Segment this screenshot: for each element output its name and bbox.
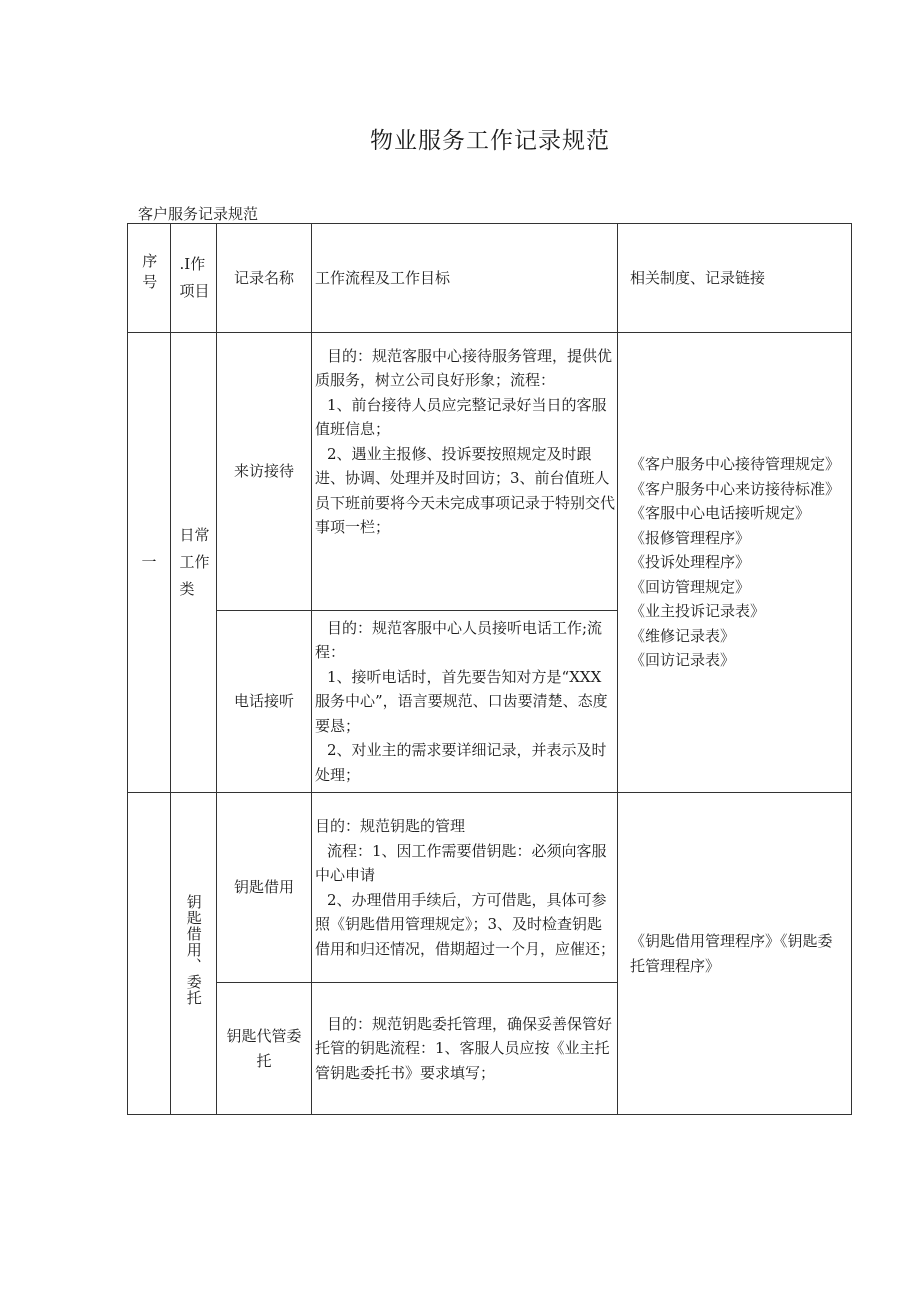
flow-cell: 目的：规范客服中心人员接听电话工作;流程： 1、接听电话时，首先要告知对方是“XXX服务中心”，语言要规范、口齿要清楚、态度要恳； 2、对业主的需求要详细记录，并表示及时处理； <box>312 611 618 793</box>
header-flow: 工作流程及工作目标 <box>312 224 618 333</box>
flow-cell: 目的：规范客服中心接待服务管理，提供优质服务，树立公司良好形象；流程： 1、前台接待人员应完整记录好当日的客服值班信息； 2、遇业主报修、投诉要按照规定及时跟进、协调、处理并及时回访；3、前台值班人员下班前要将今天未完成事项记录于特别交代事项一栏； <box>312 333 618 611</box>
ref-link[interactable]: 《回访记录表》 <box>630 651 736 670</box>
ref-link[interactable]: 《回访管理规定》 <box>630 577 751 596</box>
record-name-cell: 钥匙借用 <box>217 793 312 983</box>
table-caption: 客户服务记录规范 <box>138 205 259 223</box>
ref-link[interactable]: 《客服中心电话接听规定》 <box>630 504 811 523</box>
page-title: 物业服务工作记录规范 <box>370 128 610 154</box>
ref-link[interactable]: 《客户服务中心来访接待标准》 <box>630 479 841 498</box>
header-refs: 相关制度、记录链接 <box>618 224 852 333</box>
seq-cell: 一 <box>128 333 171 793</box>
refs-cell <box>618 793 852 1115</box>
ref-link[interactable]: 《客户服务中心接待管理规定》 <box>630 455 841 474</box>
project-cell: 钥匙借用、委托 <box>171 793 217 1115</box>
flow-cell: 目的：规范钥匙的管理 流程：1、因工作需要借钥匙：必须向客服中心申请 2、办理借用手续后，方可借匙，具体可参照《钥匙借用管理规定》；3、及时检查钥匙借用和归还情况，借期超过一个月，应催还； <box>312 793 618 983</box>
table-row <box>128 793 852 983</box>
flow-cell: 目的：规范钥匙委托管理，确保妥善保管好托管的钥匙流程：1、客服人员应按《业主托管钥匙委托书》要求填写； <box>312 983 618 1115</box>
ref-link[interactable]: 《投诉处理程序》 <box>630 553 751 572</box>
refs-cell <box>618 333 852 793</box>
header-project: .I作项目 <box>171 224 217 333</box>
ref-link[interactable]: 《钥匙借用管理程序》《钥匙委托管理程序》 <box>630 932 833 975</box>
ref-link[interactable]: 《维修记录表》 <box>630 626 736 645</box>
header-record-name: 记录名称 <box>217 224 312 333</box>
table-header-row <box>128 224 852 333</box>
record-name-cell: 来访接待 <box>217 333 312 611</box>
ref-link[interactable]: 《报修管理程序》 <box>630 528 751 547</box>
record-name-cell: 钥匙代管委托 <box>217 983 312 1115</box>
record-name-cell: 电话接听 <box>217 611 312 793</box>
record-spec-table <box>127 223 852 1115</box>
header-seq: 序号 <box>128 224 171 333</box>
project-cell: 日常工作类 <box>171 333 217 793</box>
seq-cell <box>128 793 171 1115</box>
table-row <box>128 333 852 611</box>
ref-link[interactable]: 《业主投诉记录表》 <box>630 602 766 621</box>
